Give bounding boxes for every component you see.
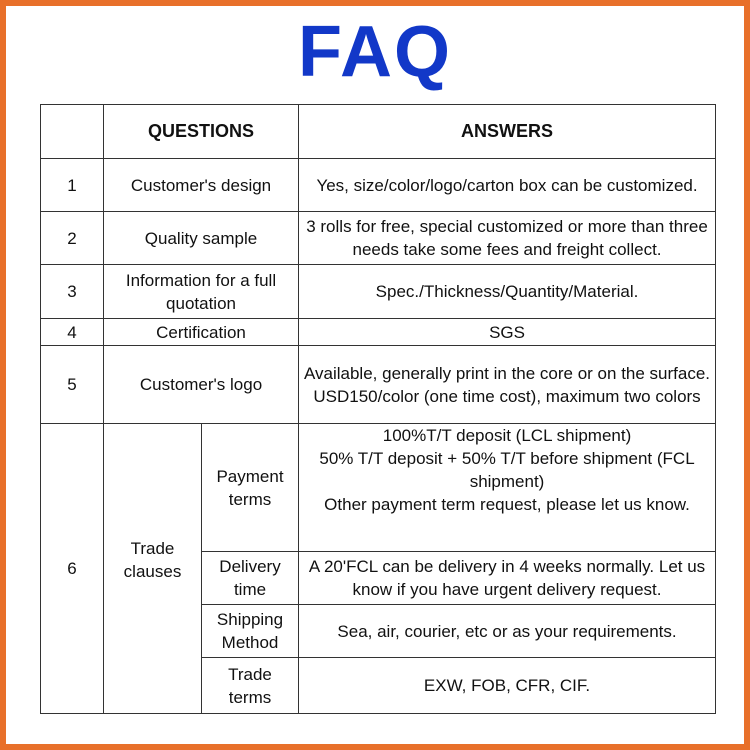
row-number: 4: [41, 319, 104, 346]
answer-line: 50% T/T deposit + 50% T/T before shipment (FCL shipment): [319, 449, 695, 491]
table-row: [41, 319, 716, 346]
row-number: 5: [41, 346, 104, 424]
answer-cell: Spec./Thickness/Quantity/Material.: [299, 265, 716, 319]
header-number-cell: [41, 105, 104, 159]
header-answers: ANSWERS: [299, 105, 716, 159]
row-number: 6: [41, 424, 104, 714]
answer-line: Other payment term request, please let us know.: [324, 495, 690, 514]
question-cell: Quality sample: [104, 212, 299, 265]
question-cell: Certification: [104, 319, 299, 346]
page-title: FAQ: [297, 12, 452, 92]
sub-question-cell: Shipping Method: [202, 605, 299, 658]
table-row: [41, 159, 716, 212]
table-row: [41, 265, 716, 319]
answer-cell: A 20'FCL can be delivery in 4 weeks normally. Let us know if you have urgent delivery request.: [299, 552, 716, 605]
sub-question-cell: Trade terms: [202, 658, 299, 714]
table-row: [41, 424, 716, 552]
question-cell: Information for a full quotation: [104, 265, 299, 319]
answer-cell: EXW, FOB, CFR, CIF.: [299, 658, 716, 714]
table-row: [41, 212, 716, 265]
sub-question-cell: Delivery time: [202, 552, 299, 605]
answer-line: 100%T/T deposit (LCL shipment): [382, 426, 632, 445]
answer-cell: Available, generally print in the core or on the surface. USD150/color (one time cost), maximum two colors: [299, 346, 716, 424]
answer-cell: Yes, size/color/logo/carton box can be customized.: [299, 159, 716, 212]
table-row: [41, 346, 716, 424]
answer-cell: Sea, air, courier, etc or as your requirements.: [299, 605, 716, 658]
faq-table: [40, 104, 716, 714]
sub-question-cell: Payment terms: [202, 424, 299, 552]
trade-clauses-label: Trade clauses: [104, 424, 202, 714]
table-header-row: [41, 105, 716, 159]
header-questions: QUESTIONS: [104, 105, 299, 159]
answer-cell: [299, 424, 716, 552]
answer-cell: SGS: [299, 319, 716, 346]
row-number: 1: [41, 159, 104, 212]
row-number: 3: [41, 265, 104, 319]
answer-cell: 3 rolls for free, special customized or more than three needs take some fees and freight collect.: [299, 212, 716, 265]
question-cell: Customer's logo: [104, 346, 299, 424]
question-cell: Customer's design: [104, 159, 299, 212]
row-number: 2: [41, 212, 104, 265]
